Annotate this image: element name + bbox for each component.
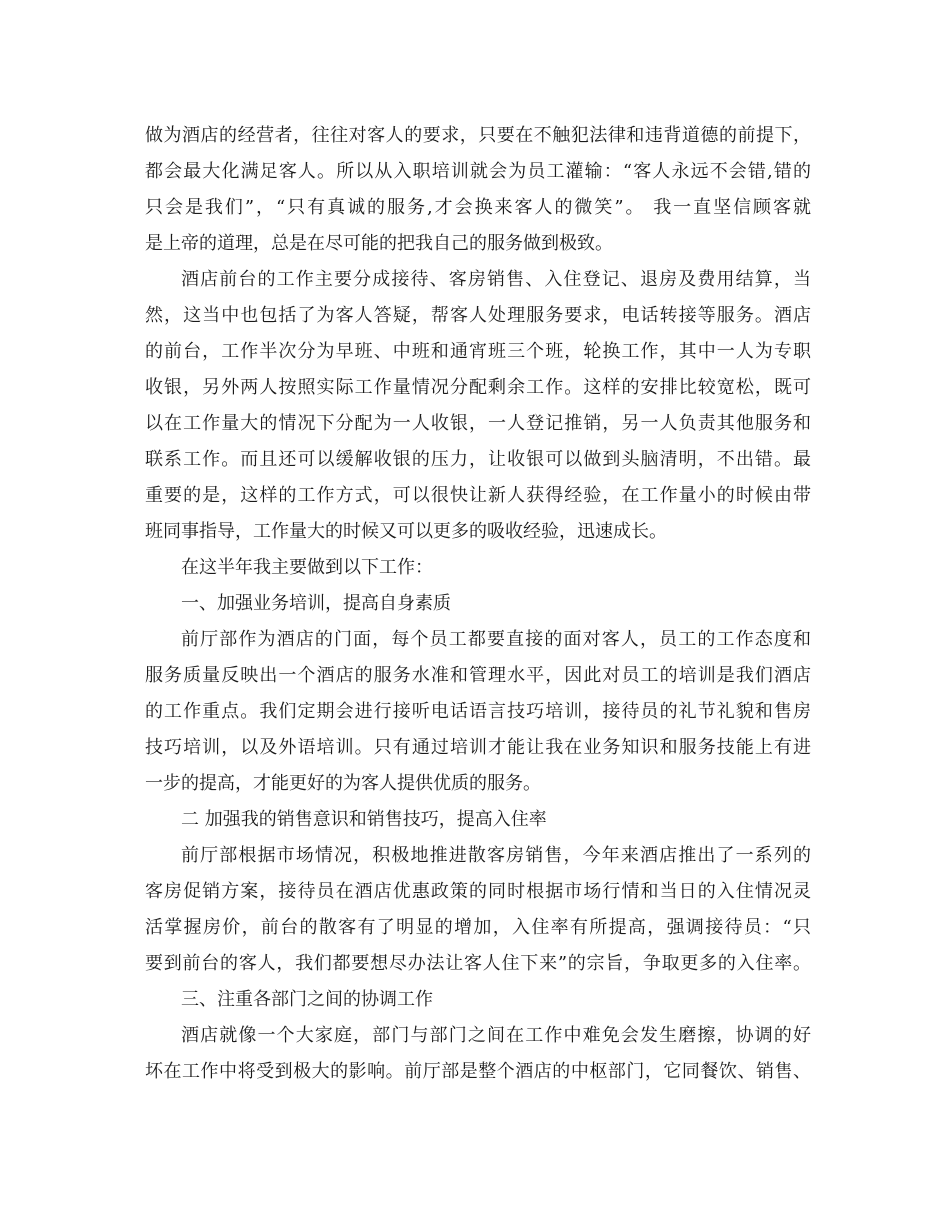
text-line: 客房促销方案，接待员在酒店优惠政策的同时根据市场行情和当日的入住情况灵 [145, 881, 811, 902]
text-line: 在这半年我主要做到以下工作： [181, 557, 433, 578]
text-line: 酒店前台的工作主要分成接待、客房销售、入住登记、退房及费用结算，当 [181, 269, 811, 290]
text-line: 然，这当中也包括了为客人答疑，帮客人处理服务要求，电话转接等服务。酒店 [145, 305, 811, 326]
document-body [145, 118, 811, 1090]
text-line: 都会最大化满足客人。所以从入职培训就会为员工灌输：“客人永远不会错,错的 [145, 161, 811, 182]
text-line: 重要的是，这样的工作方式，可以很快让新人获得经验，在工作量小的时候由带 [145, 485, 811, 506]
text-line: 的前台，工作半次分为早班、中班和通宵班三个班，轮换工作，其中一人为专职 [145, 341, 811, 362]
text-line: 坏在工作中将受到极大的影响。前厅部是整个酒店的中枢部门，它同餐饮、销售、 [145, 1061, 811, 1082]
section-heading: 一、加强业务培训，提高自身素质 [181, 593, 451, 614]
text-line: 服务质量反映出一个酒店的服务水准和管理水平，因此对员工的培训是我们酒店 [145, 665, 811, 686]
section-heading: 三、注重各部门之间的协调工作 [181, 989, 433, 1010]
text-line: 做为酒店的经营者，往往对客人的要求，只要在不触犯法律和违背道德的前提下， [145, 125, 811, 146]
text-line: 以在工作量大的情况下分配为一人收银，一人登记推销，另一人负责其他服务和 [145, 413, 811, 434]
text-line: 活掌握房价，前台的散客有了明显的增加，入住率有所提高，强调接待员：“只 [145, 917, 811, 938]
text-line: 是上帝的道理，总是在尽可能的把我自己的服务做到极致。 [145, 233, 613, 254]
text-line: 联系工作。而且还可以缓解收银的压力，让收银可以做到头脑清明，不出错。最 [145, 449, 811, 470]
text-line: 一步的提高，才能更好的为客人提供优质的服务。 [145, 773, 541, 794]
text-line: 班同事指导，工作量大的时候又可以更多的吸收经验，迅速成长。 [145, 521, 667, 542]
text-line: 的工作重点。我们定期会进行接听电话语言技巧培训，接待员的礼节礼貌和售房 [145, 701, 811, 722]
text-line: 前厅部根据市场情况，积极地推进散客房销售，今年来酒店推出了一系列的 [181, 845, 811, 866]
text-line: 要到前台的客人，我们都要想尽办法让客人住下来”的宗旨，争取更多的入住率。 [145, 953, 811, 974]
text-line: 前厅部作为酒店的门面，每个员工都要直接的面对客人，员工的工作态度和 [181, 629, 811, 650]
text-line: 收银，另外两人按照实际工作量情况分配剩余工作。这样的安排比较宽松，既可 [145, 377, 811, 398]
section-heading: 二 加强我的销售意识和销售技巧，提高入住率 [181, 809, 547, 830]
text-line: 酒店就像一个大家庭，部门与部门之间在工作中难免会发生磨擦，协调的好 [181, 1025, 811, 1046]
text-line: 技巧培训，以及外语培训。只有通过培训才能让我在业务知识和服务技能上有进 [145, 737, 811, 758]
text-line: 只会是我们”，“只有真诚的服务,才会换来客人的微笑”。 我一直坚信顾客就 [145, 197, 811, 218]
